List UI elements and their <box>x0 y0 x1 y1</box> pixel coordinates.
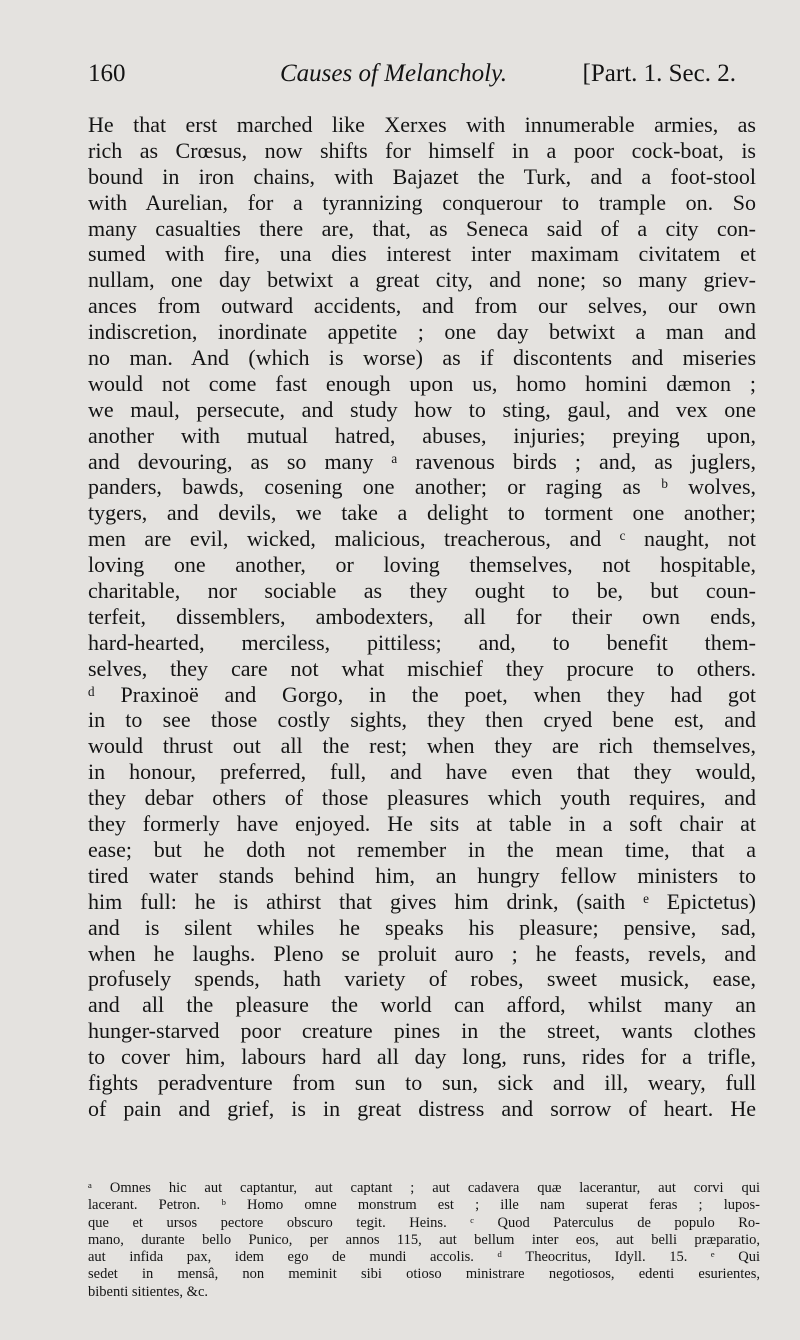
running-title: Causes of Melancholy. <box>280 60 508 87</box>
footnotes <box>88 1180 760 1301</box>
body-line: in honour, preferred, full, and have even that they would, <box>88 759 756 785</box>
body-line: in to see those costly sights, they then cryed bene est, and <box>88 707 756 733</box>
footnote-line: aut infida pax, idem ego de mundi accolis. ᵈ Theocritus, Idyll. 15. ᵉ Qui <box>88 1249 760 1266</box>
page-number: 160 <box>88 60 126 87</box>
running-header <box>88 60 736 94</box>
body-line: to cover him, labours hard all day long, runs, rides for a trifle, <box>88 1044 756 1070</box>
body-line: selves, they care not what mischief they procure to others. <box>88 655 756 681</box>
body-line: bound in iron chains, with Bajazet the Turk, and a foot-stool <box>88 163 756 189</box>
body-line: and devouring, as so many ᵃ ravenous birds ; and, as juglers, <box>88 448 756 474</box>
body-line: ances from outward accidents, and from our selves, our own <box>88 293 756 319</box>
body-line: tired water stands behind him, an hungry fellow ministers to <box>88 862 756 888</box>
body-line: him full: he is athirst that gives him drink, (saith ᵉ Epictetus) <box>88 888 756 914</box>
body-line: ᵈ Praxinoë and Gorgo, in the poet, when they had got <box>88 681 756 707</box>
body-line: rich as Crœsus, now shifts for himself in a poor cock-boat, is <box>88 137 756 163</box>
body-line: panders, bawds, cosening one another; or raging as ᵇ wolves, <box>88 474 756 500</box>
body-line: no man. And (which is worse) as if discontents and miseries <box>88 345 756 371</box>
body-text <box>88 112 756 1122</box>
body-line: and all the pleasure the world can afford, whilst many an <box>88 992 756 1018</box>
body-line: terfeit, dissemblers, ambodexters, all for their own ends, <box>88 603 756 629</box>
footnote-line: lacerant. Petron. ᵇ Homo omne monstrum est ; ille nam superat feras ; lupos- <box>88 1197 760 1214</box>
footnote-line: mano, durante bello Punico, per annos 115, aut bellum inter eos, aut belli præparatio, <box>88 1231 760 1248</box>
body-line: loving one another, or loving themselves, not hospitable, <box>88 552 756 578</box>
body-line: hunger-starved poor creature pines in the street, wants clothes <box>88 1018 756 1044</box>
body-line: profusely spends, hath variety of robes, sweet musick, ease, <box>88 966 756 992</box>
part-section-label: [Part. 1. Sec. 2. <box>582 60 736 87</box>
footnote-line: ᵃ Omnes hic aut captantur, aut captant ; aut cadavera quæ lacerantur, aut corvi qui <box>88 1180 760 1196</box>
body-line: fights peradventure from sun to sun, sick and ill, weary, full <box>88 1069 756 1095</box>
body-line: and is silent whiles he speaks his pleasure; pensive, sad, <box>88 914 756 940</box>
body-line: hard-hearted, merciless, pittiless; and, to benefit them- <box>88 629 756 655</box>
body-line: with Aurelian, for a tyrannizing conquerour to trample on. So <box>88 189 756 215</box>
body-line: of pain and grief, is in great distress and sorrow of heart. He <box>88 1095 756 1121</box>
body-line: many casualties there are, that, as Seneca said of a city con- <box>88 215 756 241</box>
body-line: indiscretion, inordinate appetite ; one day betwixt a man and <box>88 319 756 345</box>
body-line: they formerly have enjoyed. He sits at table in a soft chair at <box>88 811 756 837</box>
footnote-line: bibenti sitientes, &c. <box>88 1283 209 1300</box>
body-line: when he laughs. Pleno se proluit auro ; he feasts, revels, and <box>88 940 756 966</box>
body-line: tygers, and devils, we take a delight to torment one another; <box>88 500 756 526</box>
footnote-line: sedet in mensâ, non meminit sibi otioso ministrare negotiosos, edenti esurientes, <box>88 1266 760 1283</box>
body-line: sumed with fire, una dies interest inter maximam civitatem et <box>88 241 756 267</box>
body-line: charitable, nor sociable as they ought to be, but coun- <box>88 578 756 604</box>
body-line: nullam, one day betwixt a great city, and none; so many griev- <box>88 267 756 293</box>
body-line: another with mutual hatred, abuses, injuries; preying upon, <box>88 422 756 448</box>
body-line: He that erst marched like Xerxes with innumerable armies, as <box>88 112 756 137</box>
footnote-line: que et ursos pectore obscuro tegit. Heins. ᶜ Quod Paterculus de populo Ro- <box>88 1214 760 1231</box>
body-line: ease; but he doth not remember in the mean time, that a <box>88 836 756 862</box>
body-line: would not come fast enough upon us, homo homini dæmon ; <box>88 370 756 396</box>
body-line: they debar others of those pleasures which youth requires, and <box>88 785 756 811</box>
body-line: men are evil, wicked, malicious, treacherous, and ᶜ naught, not <box>88 526 756 552</box>
body-line: we maul, persecute, and study how to sting, gaul, and vex one <box>88 396 756 422</box>
body-line: would thrust out all the rest; when they are rich themselves, <box>88 733 756 759</box>
